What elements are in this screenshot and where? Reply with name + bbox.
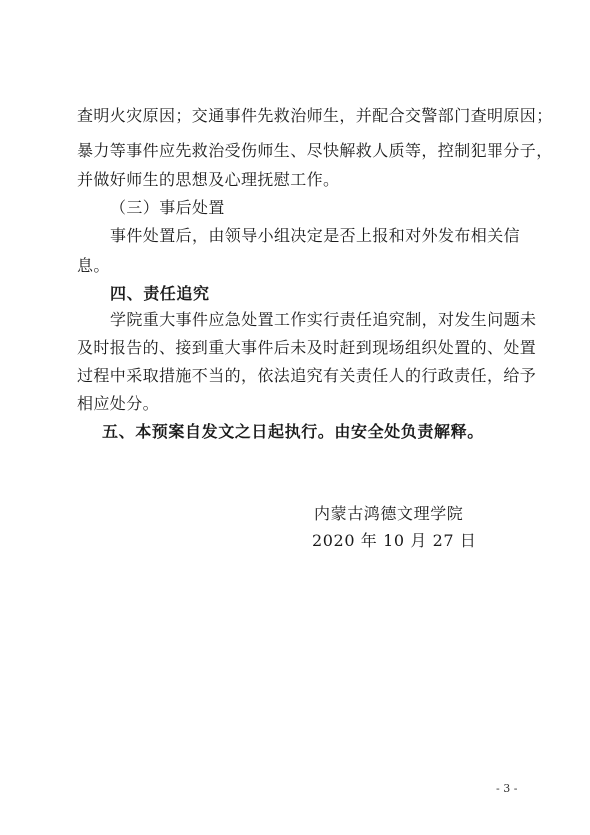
section-title: 五、本预案自发文之日起执行。由安全处负责解释。 (102, 422, 484, 441)
page-number: - 3 - (496, 782, 518, 795)
subsection-title: （三）事后处置 (110, 198, 225, 217)
body-line: 事件处置后，由领导小组决定是否上报和对外发布相关信 (110, 226, 521, 245)
signature-org: 内蒙古鸿德文理学院 (314, 504, 464, 523)
signature-date: 2020 年 10 月 27 日 (312, 531, 477, 550)
body-line: 暴力等事件应先救治受伤师生、尽快解救人质等，控制犯罪分子， (77, 141, 553, 160)
body-line: 查明火灾原因；交通事件先救治师生，并配合交警部门查明原因； (77, 106, 553, 125)
body-line: 及时报告的、接到重大事件后未及时赶到现场组织处置的、处置 (77, 338, 537, 357)
section-title: 四、责任追究 (110, 284, 210, 303)
body-line: 息。 (77, 256, 110, 275)
body-line: 相应处分。 (77, 394, 160, 413)
body-line: 过程中采取措施不当的，依法追究有关责任人的行政责任，给予 (77, 366, 537, 385)
body-line: 并做好师生的思想及心理抚慰工作。 (77, 170, 340, 189)
body-line: 学院重大事件应急处置工作实行责任追究制，对发生问题未 (110, 310, 537, 329)
